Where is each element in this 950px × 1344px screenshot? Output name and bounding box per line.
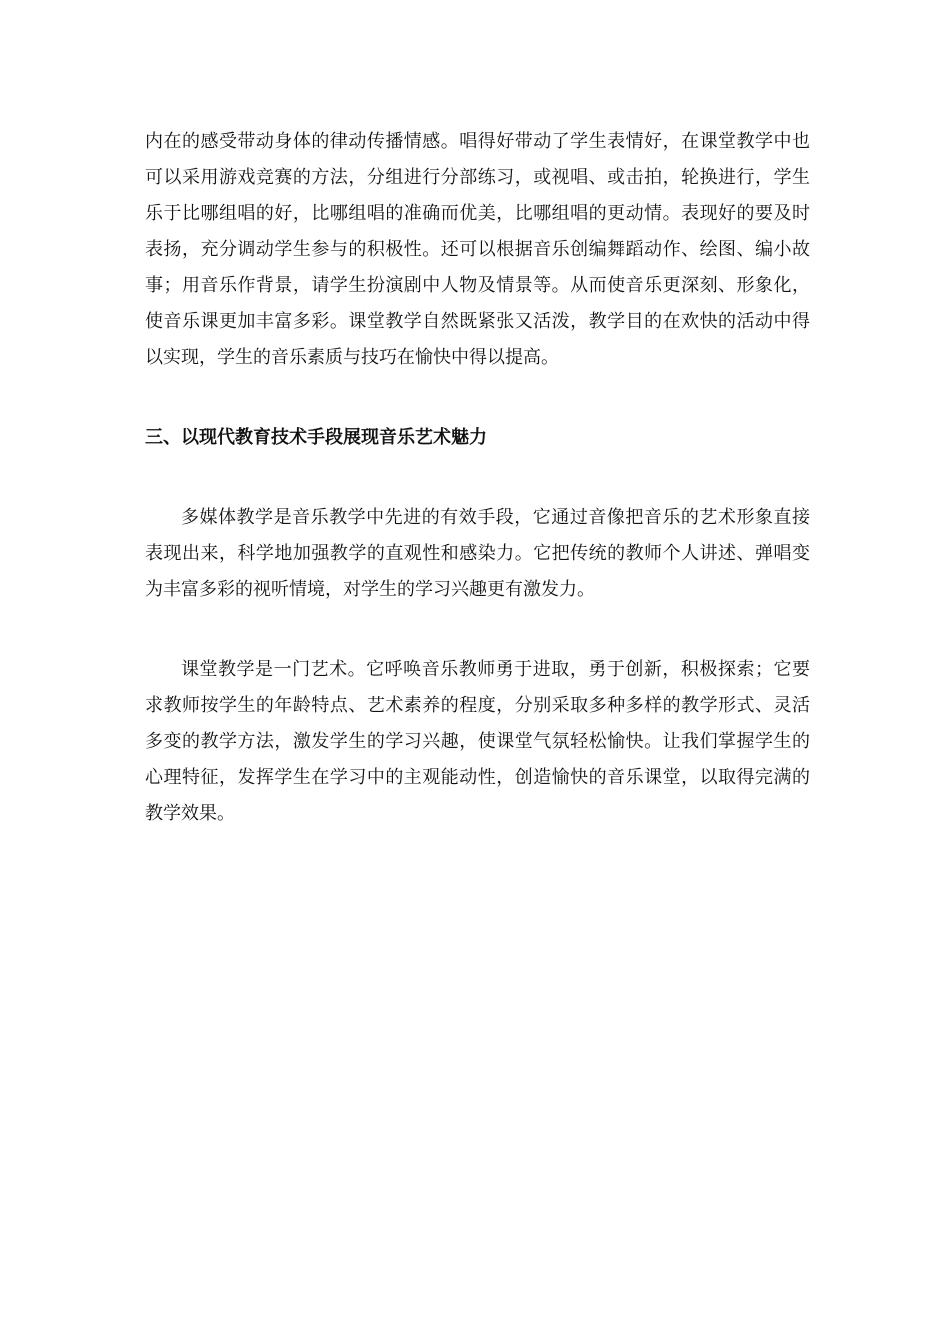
document-body (145, 124, 810, 832)
paragraph-multimedia: 多媒体教学是音乐教学中先进的有效手段，它通过音像把音乐的艺术形象直接表现出来，科学地加强教学的直观性和感染力。它把传统的教师个人讲述、弹唱变为丰富多彩的视听情境，对学生的学习兴趣更有激发力。 (145, 507, 810, 600)
paragraph-spacer (145, 456, 810, 500)
paragraph-spacer (145, 376, 810, 420)
paragraph-spacer (145, 608, 810, 652)
section-heading: 三、以现代教育技术手段展现音乐艺术魅力 (145, 427, 487, 448)
paragraph-continuation: 内在的感受带动身体的律动传播情感。唱得好带动了学生表情好，在课堂教学中也可以采用游戏竞赛的方法，分组进行分部练习，或视唱、或击拍，轮换进行，学生乐于比哪组唱的好，比哪组唱的准确而优美，比哪组唱的更动情。表现好的要及时表扬，充分调动学生参与的积极性。还可以根据音乐创编舞蹈动作、绘图、编小故事；用音乐作背景，请学生扮演剧中人物及情景等。从而使音乐更深刻、形象化，使音乐课更加丰富多彩。课堂教学自然既紧张又活泼，教学目的在欢快的活动中得以实现，学生的音乐素质与技巧在愉快中得以提高。 (145, 131, 810, 368)
paragraph-classroom-art: 课堂教学是一门艺术。它呼唤音乐教师勇于进取，勇于创新，积极探索；它要求教师按学生的年龄特点、艺术素养的程度，分别采取多种多样的教学形式、灵活多变的教学方法，激发学生的学习兴趣，使课堂气氛轻松愉快。让我们掌握学生的心理特征，发挥学生在学习中的主观能动性，创造愉快的音乐课堂，以取得完满的教学效果。 (145, 659, 810, 824)
